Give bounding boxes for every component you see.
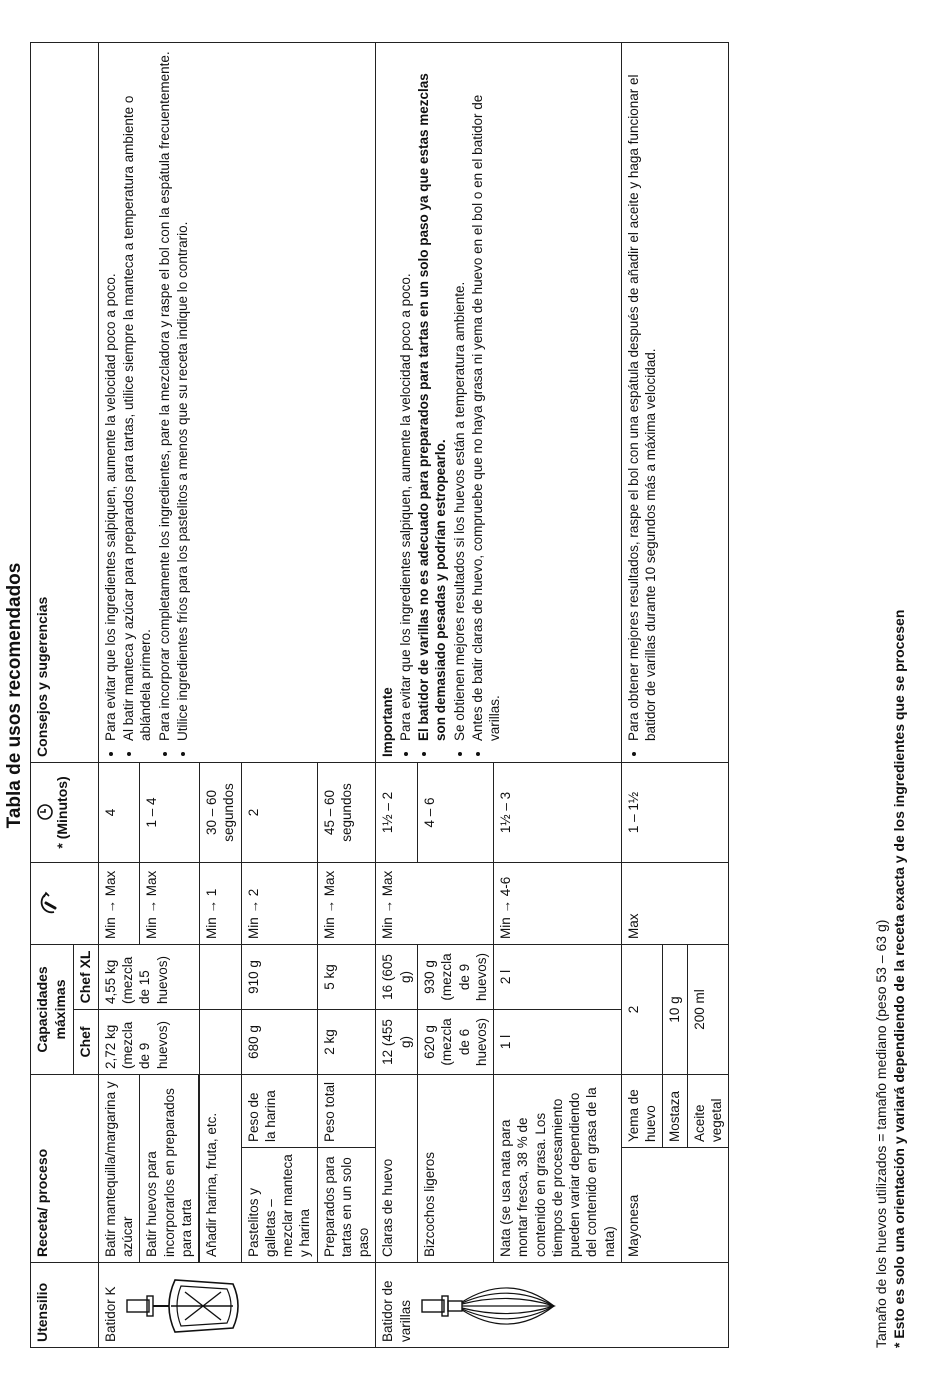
w-sub-4c: Aceite vegetal: [687, 1074, 729, 1147]
header-row: [31, 42, 74, 1347]
k-time-1: 4: [98, 762, 140, 862]
header-chef: Chef: [73, 1009, 98, 1074]
time-unit-label: * (Minutos): [54, 776, 70, 849]
w-row-1: [376, 42, 418, 1347]
k-speed-4: Min → 2: [241, 862, 317, 944]
utensil-label-k: Batidor K: [102, 1286, 118, 1342]
w-tip-mayo: • Para obtener mejores resultados, raspe el bol con una espátula después de añadir el aceite y haga funcionar el batidor de varillas durante 10 segundos más a máxima velocidad.: [625, 48, 660, 741]
k-time-3: 30 – 60 segundos: [200, 762, 242, 862]
k-recipe-4: Pastelitos y galletas – mezclar manteca y harina: [241, 1148, 317, 1263]
k-recipe-5: Preparados para tartas en un solo paso: [317, 1148, 376, 1263]
w-xl-3: 2 l: [494, 944, 622, 1009]
header-capacities: Capacidades máximas: [31, 944, 74, 1074]
k-tips-list: [102, 48, 191, 757]
w-tip: • Para evitar que los ingredientes salpiquen, aumente la velocidad poco a poco.: [397, 48, 414, 741]
w-tip-mayo-cell: [621, 42, 728, 762]
w-tip: • Antes de batir claras de huevo, compruebe que no haya grasa ni yema de huevo en el bol o en el batidor de varillas.: [469, 48, 504, 741]
header-time: [31, 762, 99, 862]
k-chef-3: [200, 1009, 242, 1074]
k-speed-3: Min → 1: [200, 862, 242, 944]
w-xl-2: 930 g (mezcla de 9 huevos): [417, 944, 493, 1009]
w-tip-important: • El batidor de varillas no es adecuado para preparados para tartas en un solo paso ya que estas mezclas son demasiado pesadas y podrían estropearlo.: [415, 48, 450, 741]
utensil-whisk: [376, 1263, 729, 1348]
w-xl-1: 16 (605 g): [376, 944, 418, 1009]
k-xl-5: 5 kg: [317, 944, 376, 1009]
utensil-label-whisk: Batidor de varillas: [380, 1280, 413, 1342]
k-sub-4: Peso de la harina: [241, 1074, 317, 1147]
k-xl-4: 910 g: [241, 944, 317, 1009]
w-recipe-2: Bizcochos ligeros: [417, 1074, 493, 1262]
w-recipe-3: Nata (se usa nata para montar fresca, 38 % de contenido en grasa. Los tiempos de procesamiento pueden variar dependiendo del contenido en grasa de la nata): [494, 1074, 622, 1262]
k-xl-3: [200, 944, 242, 1009]
k-tip: • Para evitar que los ingredientes salpiquen, aumente la velocidad poco a poco.: [102, 48, 119, 741]
k-tip: • Para incorporar completamente los ingredientes, pare la mezcladora y raspe el bol con la espátula frecuentemente.: [156, 48, 173, 741]
w-speed-4: Max: [621, 862, 728, 944]
w-time-2: 4 – 6: [417, 762, 493, 862]
k-recipe-2: Batir huevos para incorporarlos en preparados para tarta: [140, 1074, 199, 1262]
w-tips-list: [397, 48, 504, 757]
w-speed-1: Min → Max: [376, 862, 494, 944]
w-time-3: 1½ – 3: [494, 762, 622, 862]
utensil-k-beater: [98, 1263, 376, 1348]
speed-dial-icon: [36, 890, 58, 916]
page-title: Tabla de usos recomendados: [4, 562, 25, 829]
w-tip-mayo-list: [625, 48, 660, 757]
w-time-4: 1 – 1½: [621, 762, 728, 862]
w-tips-heading: Importante: [380, 687, 396, 757]
k-beater-icon: [125, 1270, 245, 1342]
k-row-1: [98, 42, 140, 1347]
footnotes: [872, 48, 908, 1348]
w-tips: [376, 42, 621, 762]
w-chef-3: 1 l: [494, 1009, 622, 1074]
asterisk-note: * Esto es solo una orientación y variará dependiendo de la receta exacta y de los ingredientes que se procesen: [891, 609, 908, 1348]
header-recipe: Receta/ proceso: [31, 1074, 99, 1262]
header-speed: [31, 862, 99, 944]
k-time-5: 45 – 60 segundos: [317, 762, 376, 862]
w-speed-3: Min → 4-6: [494, 862, 622, 944]
header-utensil: Utensilio: [31, 1263, 99, 1348]
k-speed-1: Min → Max: [98, 862, 140, 944]
k-xl-1: 4,55 kg (mezcla de 15 huevos): [98, 944, 199, 1009]
w-chef-2: 620 g (mezcla de 6 huevos): [417, 1009, 493, 1074]
header-chef-xl: Chef XL: [73, 944, 98, 1009]
k-recipe-3: Añadir harina, fruta, etc.: [200, 1074, 242, 1262]
k-chef-5: 2 kg: [317, 1009, 376, 1074]
k-chef-1: 2,72 kg (mezcla de 9 huevos): [98, 1009, 199, 1074]
w-recipe-4: Mayonesa: [621, 1148, 728, 1263]
usage-table: [30, 42, 729, 1348]
k-speed-2: Min → Max: [140, 862, 200, 944]
clock-icon: [36, 803, 54, 821]
k-recipe-1: Batir mantequilla/margarina y azúcar: [98, 1074, 140, 1262]
w-val-4c: 200 ml: [687, 944, 729, 1074]
k-chef-4: 680 g: [241, 1009, 317, 1074]
k-sub-5: Peso total: [317, 1074, 376, 1147]
k-time-4: 2: [241, 762, 317, 862]
w-val-4b: 10 g: [663, 944, 687, 1074]
w-row-4: [621, 42, 663, 1347]
whisk-icon: [420, 1270, 560, 1342]
w-val-4a: 2: [621, 944, 663, 1074]
k-time-2: 1 – 4: [140, 762, 200, 862]
k-speed-5: Min → Max: [317, 862, 376, 944]
header-tips: Consejos y sugerencias: [31, 42, 99, 762]
k-tip: • Al batir manteca y azúcar para preparados para tartas, utilice siempre la manteca a temperatura ambiente o ablándela primero.: [120, 48, 155, 741]
w-tip: • Se obtienen mejores resultados si los huevos están a temperatura ambiente.: [451, 48, 468, 741]
k-tip: • Utilice ingredientes fríos para los pastelitos a menos que su receta indique lo contrario.: [174, 48, 191, 741]
k-tips: [98, 42, 376, 762]
w-chef-1: 12 (455 g): [376, 1009, 418, 1074]
w-time-1: 1½ – 2: [376, 762, 418, 862]
w-sub-4a: Yema de huevo: [621, 1074, 663, 1147]
w-sub-4b: Mostaza: [663, 1074, 687, 1147]
egg-size-note: Tamaño de los huevos utilizados = tamaño mediano (peso 53 – 63 g): [873, 919, 889, 1348]
w-recipe-1: Claras de huevo: [376, 1074, 418, 1262]
